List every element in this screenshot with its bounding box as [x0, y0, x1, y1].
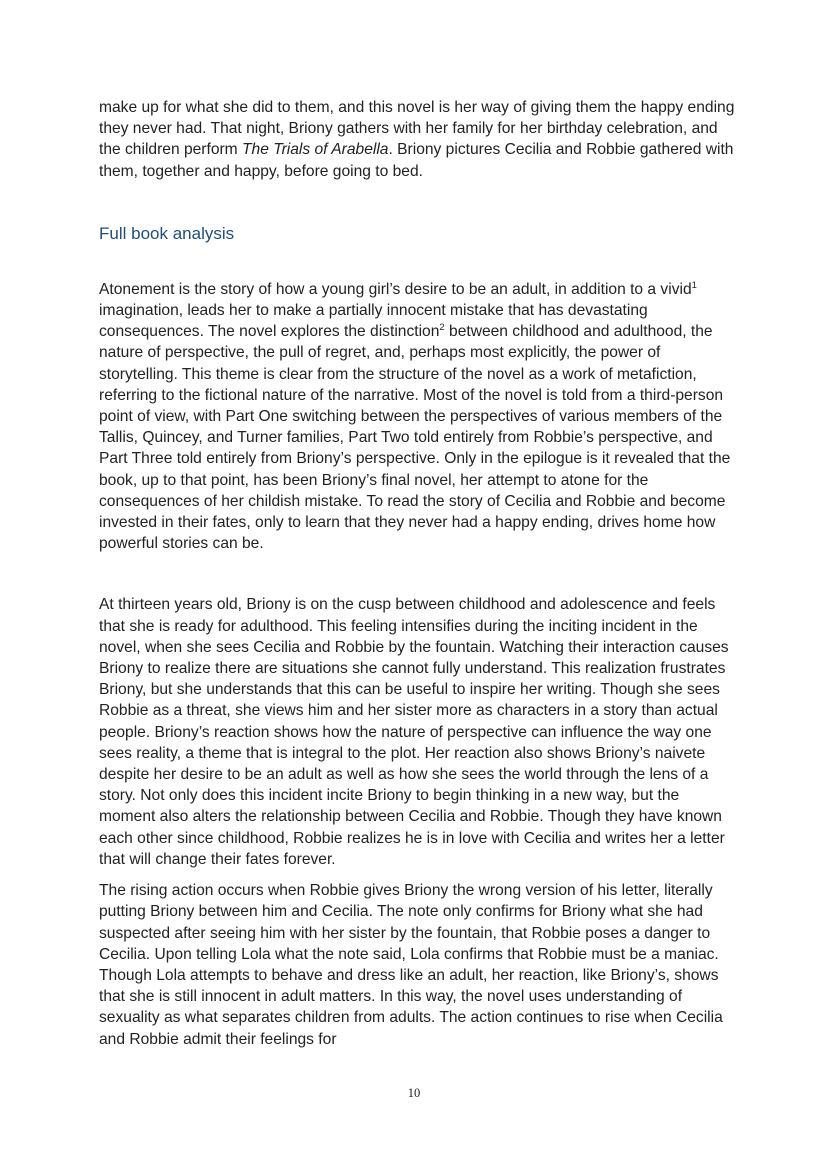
footnote-marker-1[interactable]: 1	[691, 279, 697, 291]
section-heading: Full book analysis	[99, 223, 235, 243]
inciting-incident-paragraph: At thirteen years old, Briony is on the cusp between childhood and adolescence and feels that she is ready for adulthood. This feeling intensifies during the inciting incident in the novel, when she sees Cecilia and Robbie by the fountain. Watching their interaction causes Briony to realize there are situations she cannot fully understand. This realization frustrates Briony, but she understands that this can be useful to inspire her writing. Though she sees Robbie as a threat, she views him and her sister more as characters in a story than actual people. Briony’s reaction shows how the nature of perspective can influence the way one sees reality, a theme that is integral to the plot. Her reaction also shows Briony’s naivete despite her desire to be an adult as well as how she sees the world through the lens of a story. Not only does this incident incite Briony to begin thinking in a new way, but the moment also alters the relationship between Cecilia and Robbie. Though they have known each other since childhood, Robbie realizes he is in love with Cecilia and writes her a letter that will change their fates forever.	[99, 596, 729, 868]
document-page	[99, 97, 739, 1050]
analysis-text-part1: Atonement is the story of how a young girl’s desire to be an adult, in addition to a vivid	[99, 280, 692, 298]
footnote-marker-2[interactable]: 2	[439, 322, 445, 334]
analysis-paragraph	[99, 279, 739, 555]
rising-action-paragraph: The rising action occurs when Robbie gives Briony the wrong version of his letter, literally putting Briony between him and Cecilia. The note only confirms for Briony what she had suspected after seeing him with her sister by the fountain, that Robbie poses a danger to Cecilia. Upon telling Lola what the note said, Lola confirms that Robbie must be a maniac. Though Lola attempts to behave and dress like an adult, her reaction, like Briony’s, shows that she is still innocent in adult matters. In this way, the novel uses understanding of sexuality as what separates children from adults. The action continues to rise when Cecilia and Robbie admit their feelings for	[99, 882, 723, 1048]
intro-paragraph	[99, 97, 739, 182]
analysis-text-part3: between childhood and adulthood, the nature of perspective, the pull of regret, and, perhaps most explicitly, the power of storytelling. This theme is clear from the structure of the novel as a work of metafiction, referring to the fictional nature of the narrative. Most of the novel is told from a third-person point of view, with Part One switching between the perspectives of various members of the Tallis, Quincey, and Turner families, Part Two told entirely from Robbie’s perspective, and Part Three told entirely from Briony’s perspective. Only in the epilogue is it revealed that the book, up to that point, has been Briony’s final novel, her attempt to atone for the consequences of her childish mistake. To read the story of Cecilia and Robbie and become invested in their fates, only to learn that they never had a happy ending, drives home how powerful stories can be.	[99, 323, 731, 553]
page-number: 10	[407, 1086, 421, 1100]
play-title: The Trials of Arabella	[242, 141, 389, 159]
intro-text-before-title: make up for what she did to them, and this novel is her way of giving them the happy ending they never had. That night, Briony gathers with her family for her birthday celebration, and the children perform	[99, 99, 735, 159]
intro-text-after-title: . Briony pictures Cecilia and Robbie gathered with them, together and happy, before going to bed.	[99, 141, 734, 180]
analysis-text-part2: imagination, leads her to make a partially innocent mistake that has devastating consequences. The novel explores the distinction	[99, 302, 648, 341]
